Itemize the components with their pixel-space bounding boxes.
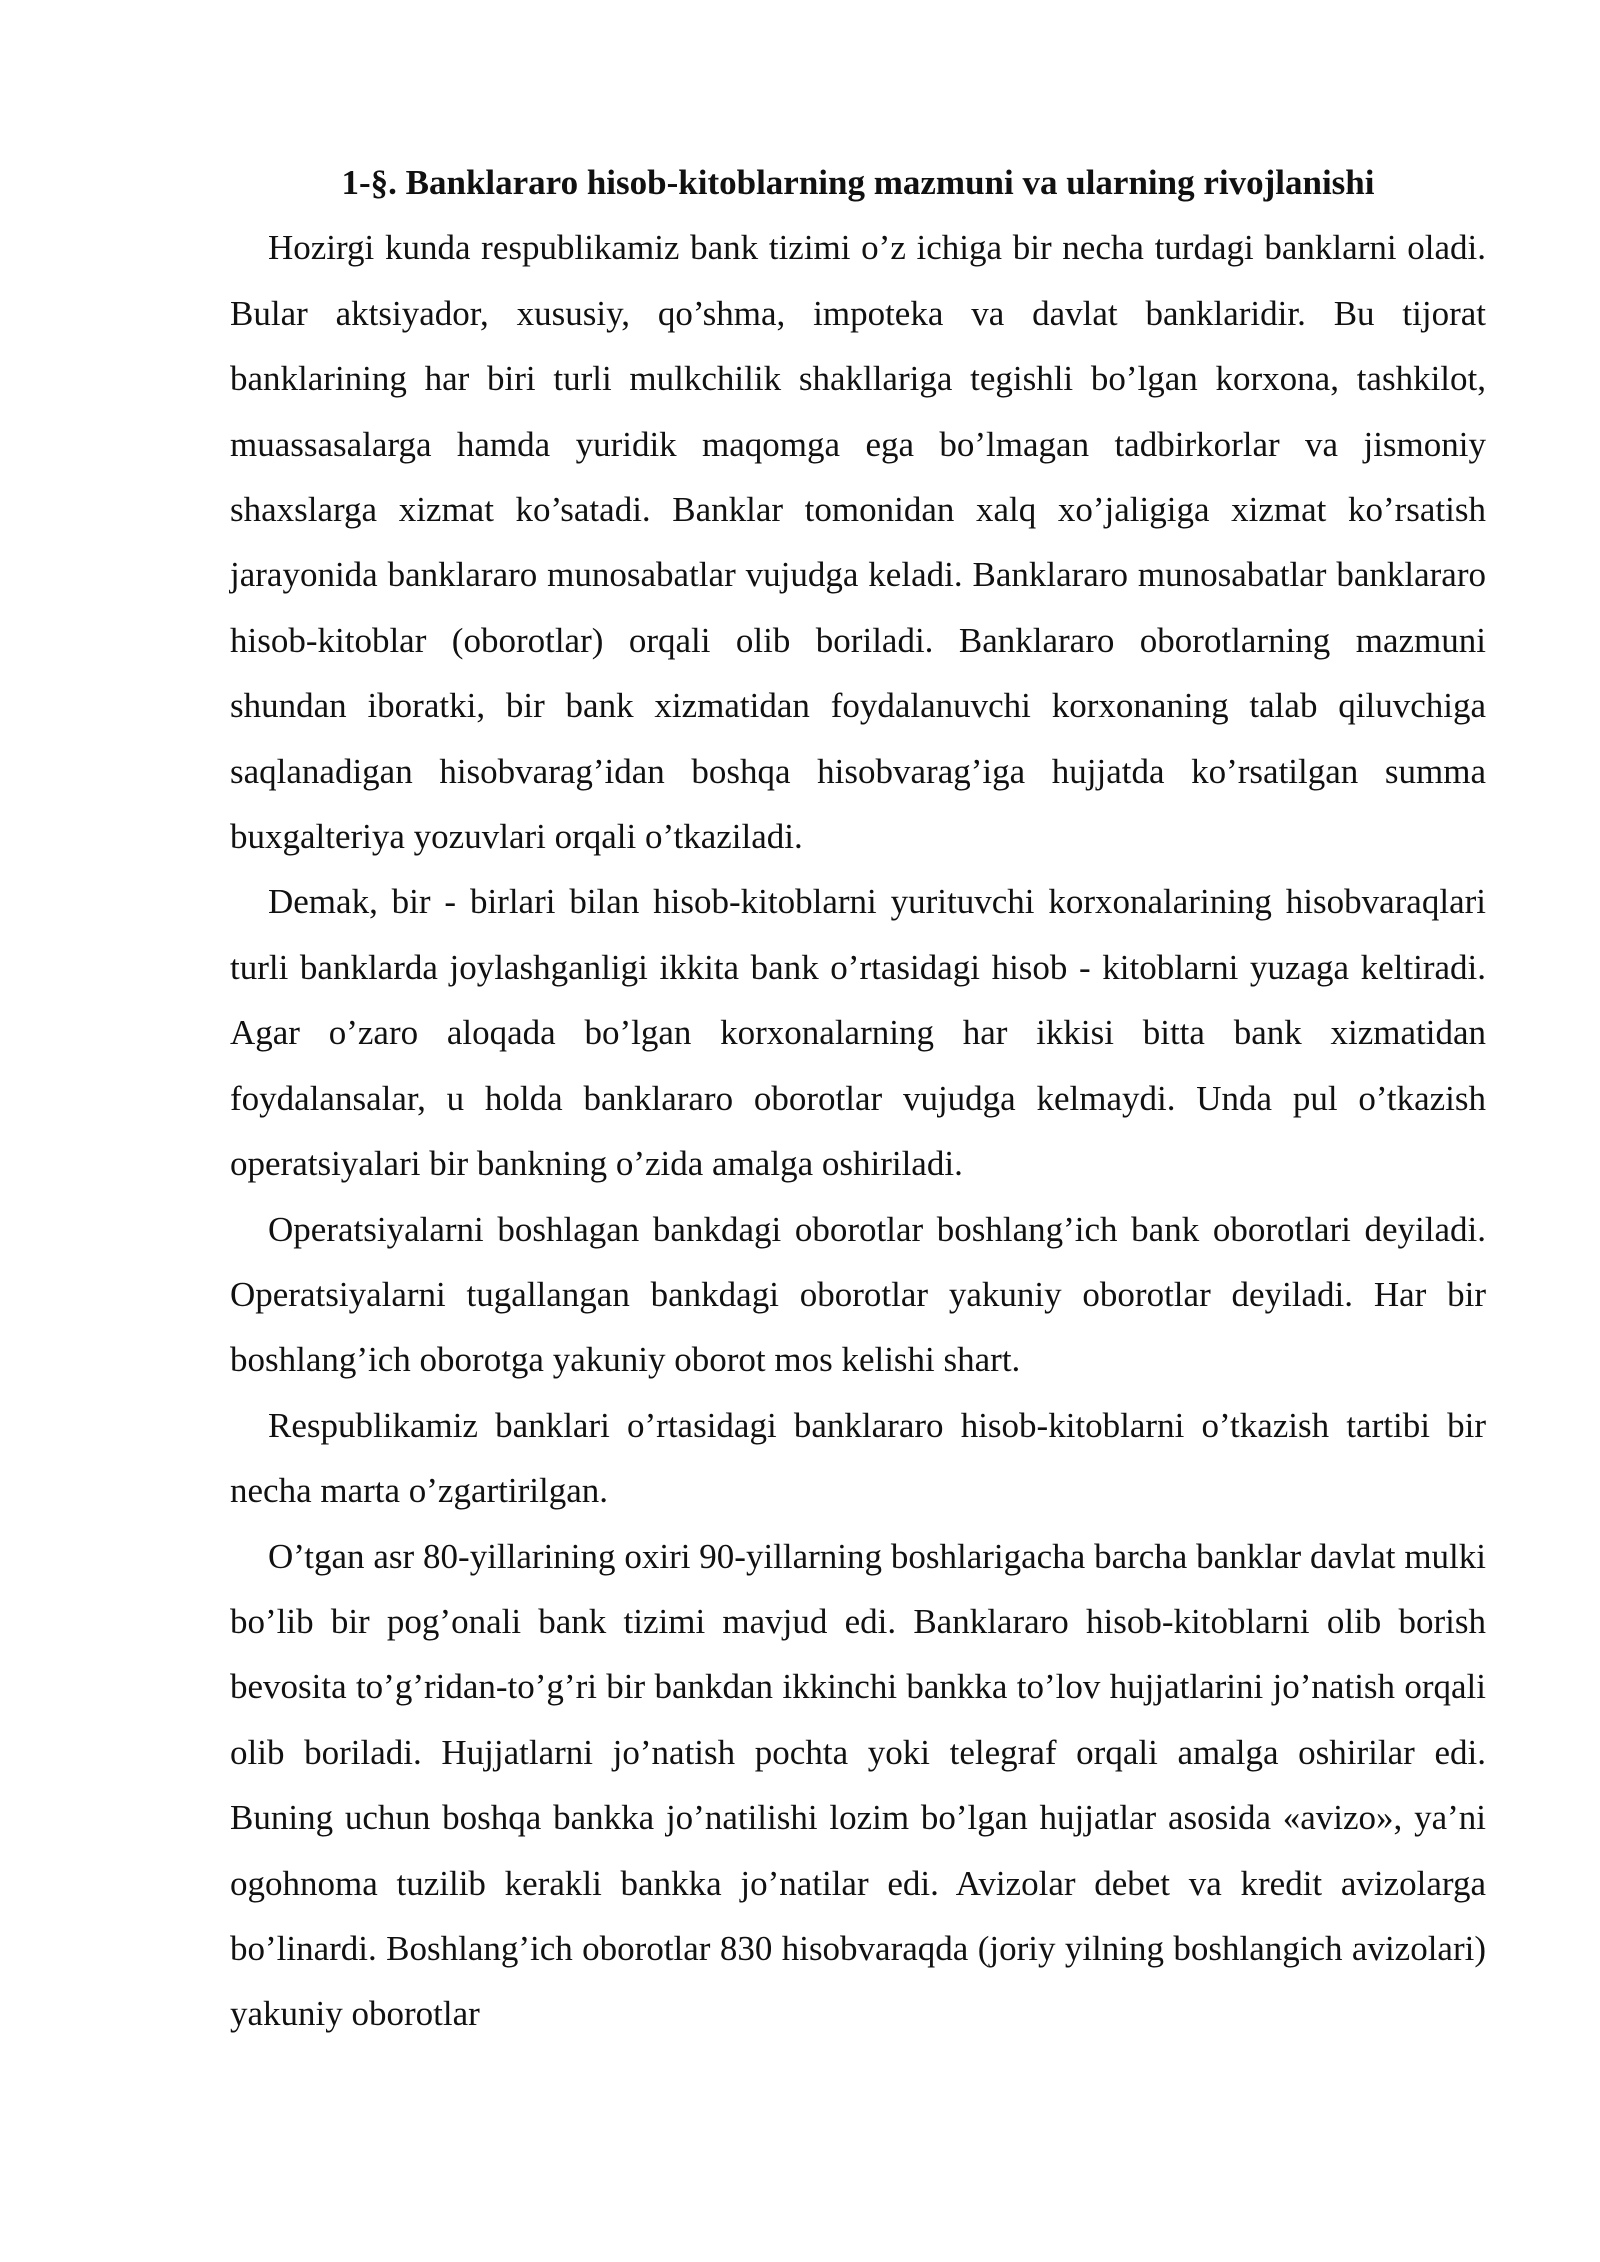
- paragraph-2: Demak, bir - birlari bilan hisob-kitoblarni yurituvchi korxonalarining hisobvaraqlari turli banklarda joylashganligi ikkita bank o’rtasidagi hisob - kitoblarni yuzaga keltiradi. Agar o’zaro aloqada bo’lgan korxonalarning har ikkisi bitta bank xizmatidan foydalansalar, u holda banklararo oborotlar vujudga kelmaydi. Unda pul o’tkazish operatsiyalari bir bankning o’zida amalga oshiriladi.: [230, 882, 1486, 1184]
- paragraph-4: Respublikamiz banklari o’rtasidagi banklararo hisob-kitoblarni o’tkazish tartibi bir necha marta o’zgartirilgan.: [230, 1405, 1486, 1511]
- paragraph-1: Hozirgi kunda respublikamiz bank tizimi o’z ichiga bir necha turdagi banklarni oladi. Bular aktsiyador, xususiy, qo’shma, impoteka va davlat banklaridir. Bu tijorat banklarining har biri turli mulkchilik shakllariga tegishli bo’lgan korxona, tashkilot, muassasalarga hamda yuridik maqomga ega bo’lmagan tadbirkorlar va jismoniy shaxslarga xizmat ko’satadi. Banklar tomonidan xalq xo’jaligiga xizmat ko’rsatish jarayonida banklararo munosabatlar vujudga keladi. Banklararo munosabatlar banklararo hisob-kitoblar (oborotlar) orqali olib boriladi. Banklararo oborotlarning mazmuni shundan iboratki, bir bank xizmatidan foydalanuvchi korxonaning talab qiluvchiga saqlanadigan hisobvarag’idan boshqa hisobvarag’iga hujjatda ko’rsatilgan summa buxgalteriya yozuvlari orqali o’tkaziladi.: [230, 228, 1486, 857]
- paragraph-5: O’tgan asr 80-yillarining oxiri 90-yillarning boshlarigacha barcha banklar davlat mulki bo’lib bir pog’onali bank tizimi mavjud edi. Banklararo hisob-kitoblarni olib borish bevosita to’g’ridan-to’g’ri bir bankdan ikkinchi bankka to’lov hujjatlarini jo’natish orqali olib boriladi. Hujjatlarni jo’natish pochta yoki telegraf orqali amalga oshirilar edi. Buning uchun boshqa bankka jo’natilishi lozim bo’lgan hujjatlar asosida «avizo», ya’ni ogohnoma tuzilib kerakli bankka jo’natilar edi. Avizolar debet va kredit avizolarga bo’linardi. Boshlang’ich oborotlar 830 hisobvaraqda (joriy yilning boshlangich avizolari) yakuniy oborotlar: [230, 1536, 1486, 2034]
- document-body: [230, 150, 1486, 2047]
- section-title: 1-§. Banklararo hisob-kitoblarning mazmuni va ularning rivojlanishi: [341, 163, 1375, 202]
- paragraph-3: Operatsiyalarni boshlagan bankdagi oborotlar boshlang’ich bank oborotlari deyiladi. Operatsiyalarni tugallangan bankdagi oborotlar yakuniy oborotlar deyiladi. Har bir boshlang’ich oborotga yakuniy oborot mos kelishi shart.: [230, 1209, 1486, 1380]
